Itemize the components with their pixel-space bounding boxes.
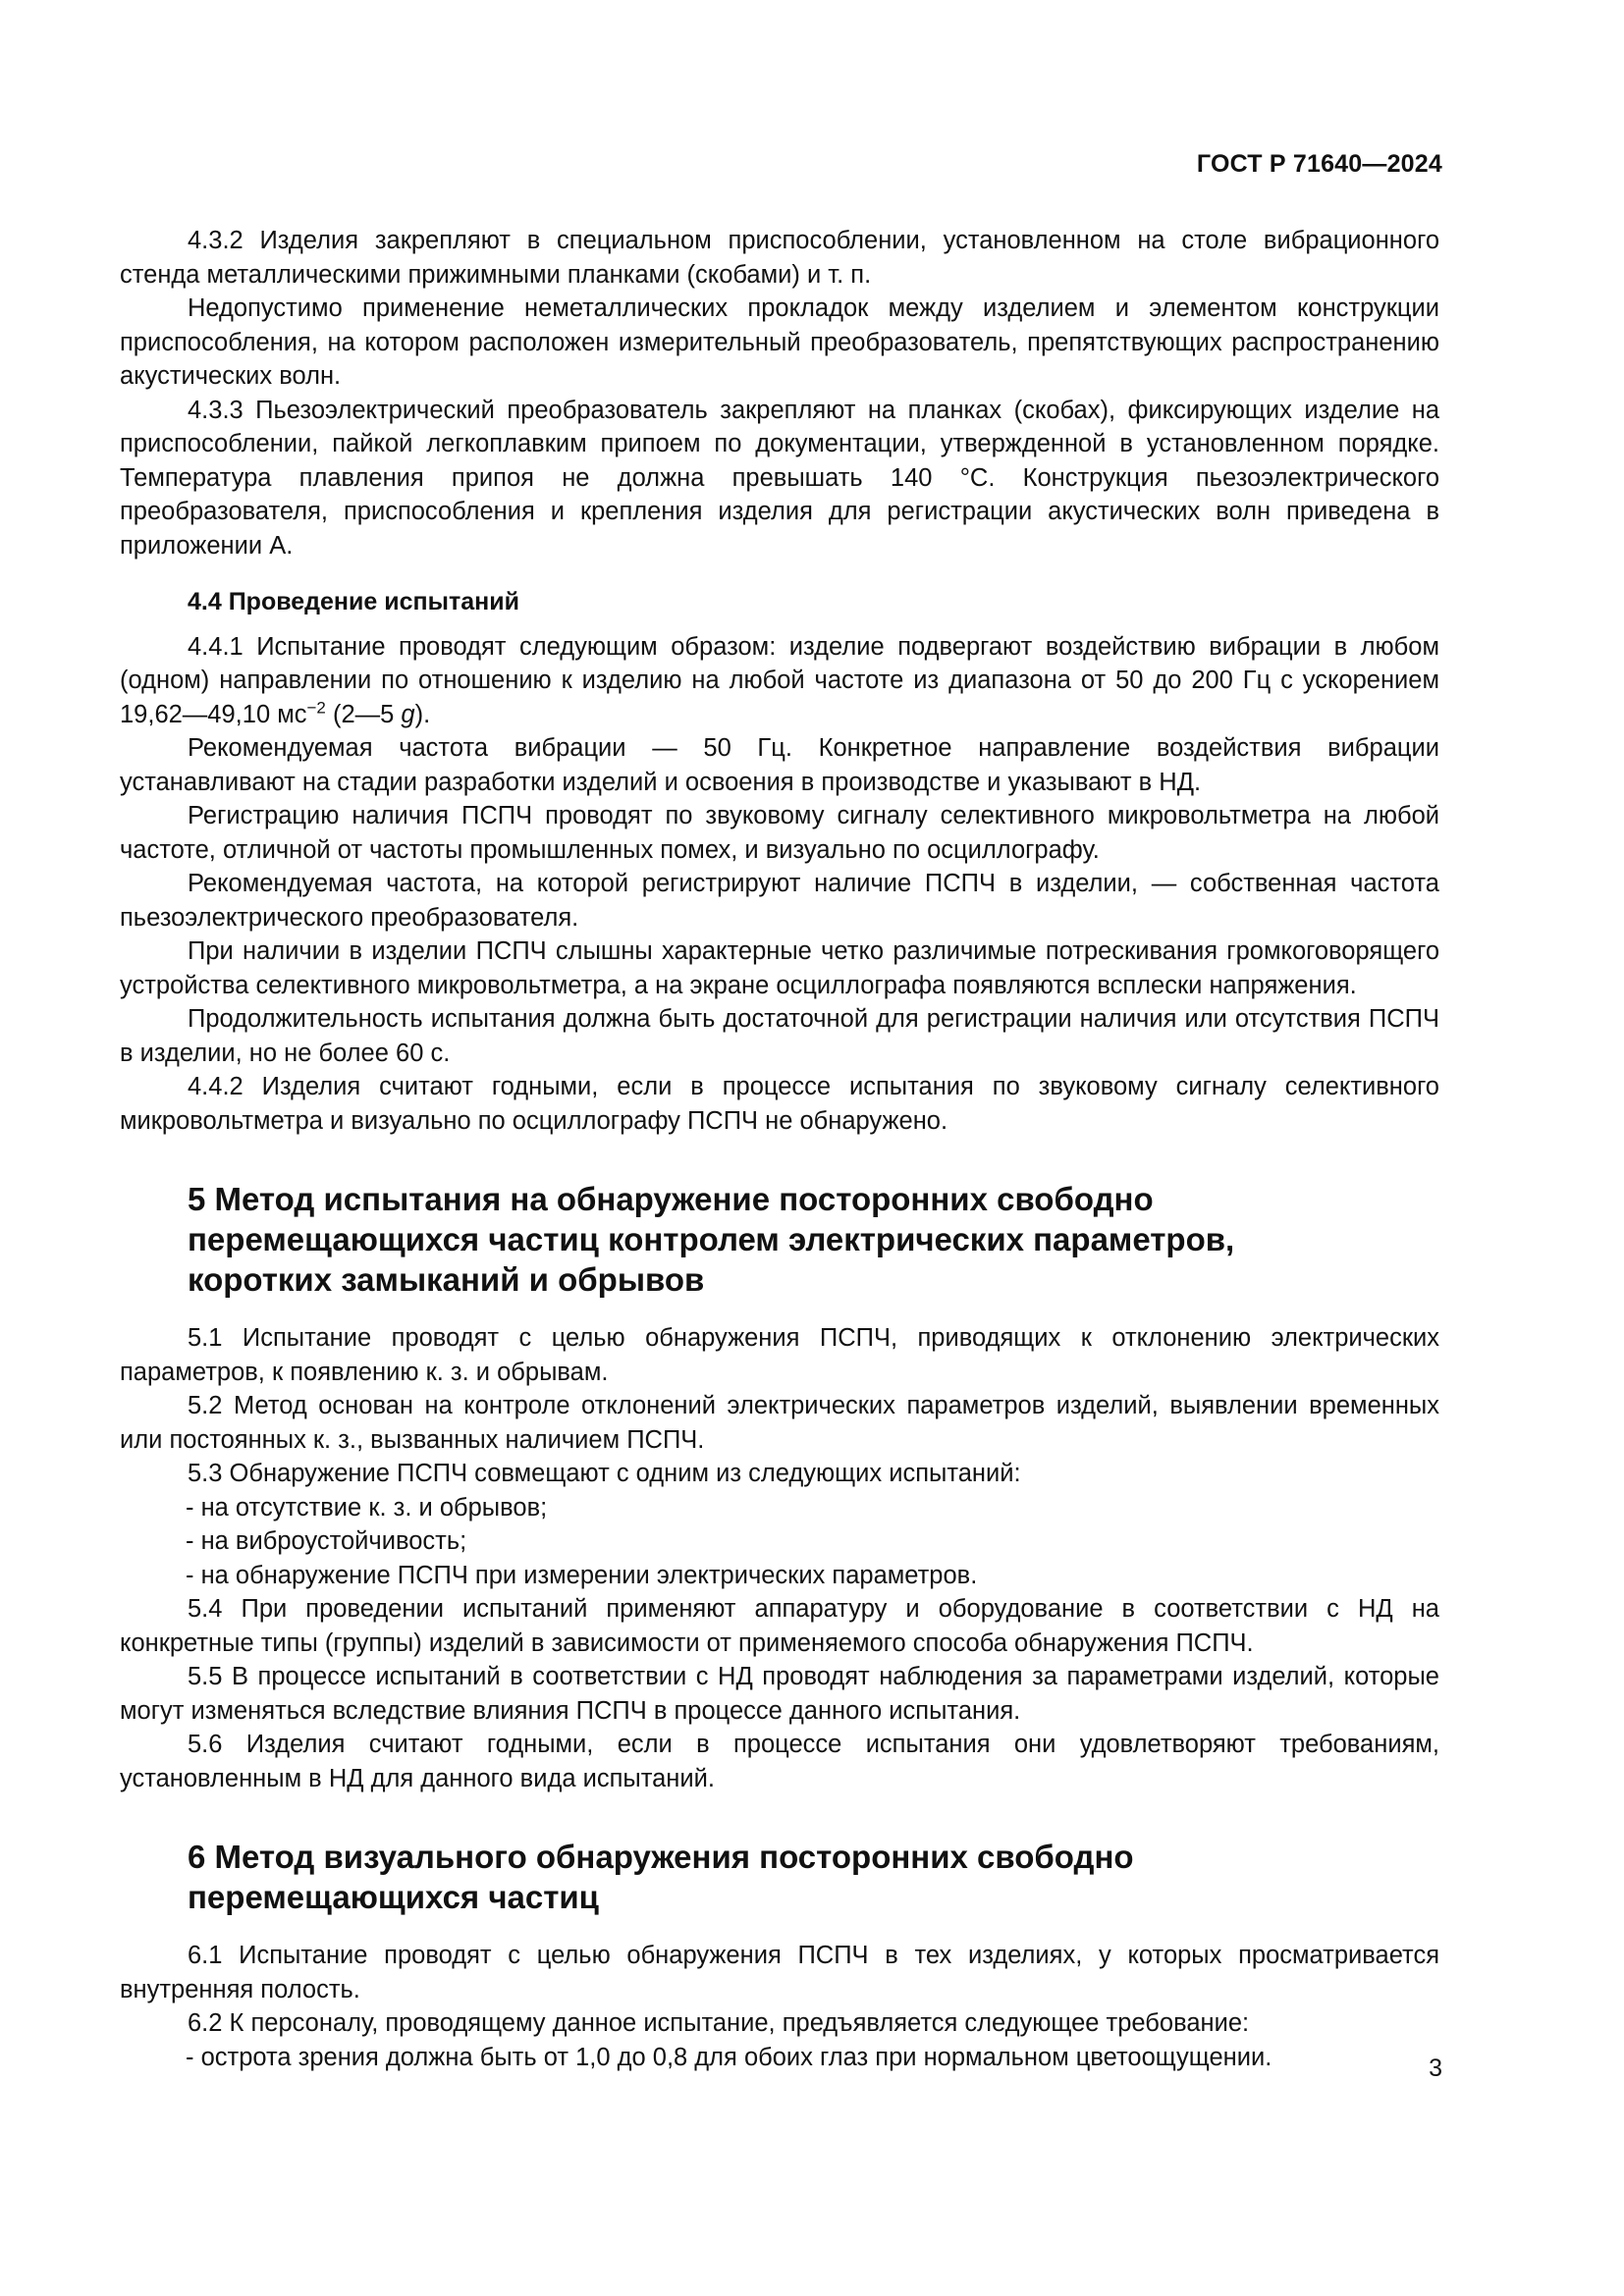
paragraph: 6.1 Испытание проводят с целью обнаружения ПСПЧ в тех изделиях, у которых просматривается внутренняя полость.: [120, 1942, 1439, 2003]
paragraph: 5.1 Испытание проводят с целью обнаружения ПСПЧ, приводящих к отклонению электрических параметров, к появлению к. з. и обрывам.: [120, 1324, 1439, 1386]
paragraph: Регистрацию наличия ПСПЧ проводят по звуковому сигналу селективного микровольтметра на любой частоте, отличной от частоты промышленных помех, и визуально по осциллографу.: [120, 802, 1439, 864]
paragraph: 5.5 В процессе испытаний в соответствии с НД проводят наблюдения за параметрами изделий, которые могут изменяться вследствие влияния ПСПЧ в процессе данного испытания.: [120, 1663, 1439, 1725]
list-item: - на отсутствие к. з. и обрывов;: [186, 1493, 548, 1522]
paragraph: 5.6 Изделия считают годными, если в процессе испытания они удовлетворяют требованиям, установленным в НД для данного вида испытаний.: [120, 1731, 1439, 1792]
acceleration-exponent: −2: [306, 698, 326, 717]
paragraph: 4.4.2 Изделия считают годными, если в процессе испытания по звуковому сигналу селективного микровольтметра и визуально по осциллографу ПСПЧ не обнаружено.: [120, 1073, 1439, 1135]
list-item: - на обнаружение ПСПЧ при измерении электрических параметров.: [186, 1561, 978, 1589]
paragraph: Недопустимо применение неметаллических прокладок между изделием и элементом конструкции приспособления, на котором расположен измерительный преобразователь, препятствующих распространению акустических волн.: [120, 294, 1439, 390]
paragraph: Продолжительность испытания должна быть достаточной для регистрации наличия или отсутствия ПСПЧ в изделии, но не более 60 с.: [120, 1005, 1439, 1067]
paragraph: Рекомендуемая частота, на которой регистрируют наличие ПСПЧ в изделии, — собственная частота пьезоэлектрического преобразователя.: [120, 870, 1439, 932]
heading-line: 6 Метод визуального обнаружения посторонних свободно: [188, 1839, 1134, 1875]
heading-line: коротких замыканий и обрывов: [188, 1261, 705, 1298]
paragraph: 6.2 К персоналу, проводящему данное испытание, предъявляется следующее требование:: [188, 2009, 1250, 2037]
section-heading-6: [120, 1837, 1439, 1917]
acceleration-text-after: (2—5: [325, 700, 402, 728]
paragraph: 4.3.3 Пьезоэлектрический преобразователь закрепляют на планках (скобах), фиксирующих изделие на приспособлении, пайкой легкоплавким припоем по документации, утвержденной в установленном порядке. Температура плавления припоя не должна превышать 140 °С. Конструкция пьезоэлектрического преобразователя, приспособления и крепления изделия для регистрации акустических волн приведена в приложении А.: [120, 396, 1439, 560]
paragraph: 5.3 Обнаружение ПСПЧ совмещают с одним из следующих испытаний:: [188, 1460, 1021, 1487]
paragraph: 5.2 Метод основан на контроле отклонений электрических параметров изделий, выявлении временных или постоянных к. з., вызванных наличием ПСПЧ.: [120, 1392, 1439, 1454]
gravity-symbol: g: [401, 700, 415, 728]
list-item: - острота зрения должна быть от 1,0 до 0,8 для обоих глаз при нормальном цветоощущении.: [186, 2043, 1272, 2071]
paragraph-acceleration: [120, 630, 1439, 732]
heading-line: перемещающихся частиц контролем электрических параметров,: [188, 1221, 1235, 1257]
document-header: ГОСТ Р 71640—2024: [1196, 150, 1442, 178]
paragraph: При наличии в изделии ПСПЧ слышны характерные четко различимые потрескивания громкоговорящего устройства селективного микровольтметра, а на экране осциллографа появляются всплески напряжения.: [120, 937, 1439, 999]
page-content: [120, 224, 1439, 2074]
subsection-heading: 4.4 Проведение испытаний: [188, 588, 519, 615]
section-heading-5: [120, 1179, 1439, 1300]
acceleration-text: 4.4.1 Испытание проводят следующим образом: изделие подвергают воздействию вибрации в любом (одном) направлении по отношению к изделию на любой частоте из диапазона от 50 до 200 Гц с ускорением 19,62—49,10 мс: [120, 632, 1439, 728]
heading-line: 5 Метод испытания на обнаружение посторонних свободно: [188, 1181, 1154, 1217]
paragraph: 4.3.2 Изделия закрепляют в специальном приспособлении, установленном на столе вибрационного стенда металлическими прижимными планками (скобами) и т. п.: [120, 227, 1439, 289]
acceleration-text-end: ).: [414, 700, 431, 728]
paragraph: Рекомендуемая частота вибрации — 50 Гц. Конкретное направление воздействия вибрации устанавливают на стадии разработки изделий и освоения в производстве и указывают в НД.: [120, 734, 1439, 796]
page-number: 3: [1429, 2055, 1442, 2082]
heading-line: перемещающихся частиц: [188, 1879, 599, 1915]
list-item: - на виброустойчивость;: [186, 1527, 467, 1555]
paragraph: 5.4 При проведении испытаний применяют аппаратуру и оборудование в соответствии с НД на конкретные типы (группы) изделий в зависимости от применяемого способа обнаружения ПСПЧ.: [120, 1595, 1439, 1657]
